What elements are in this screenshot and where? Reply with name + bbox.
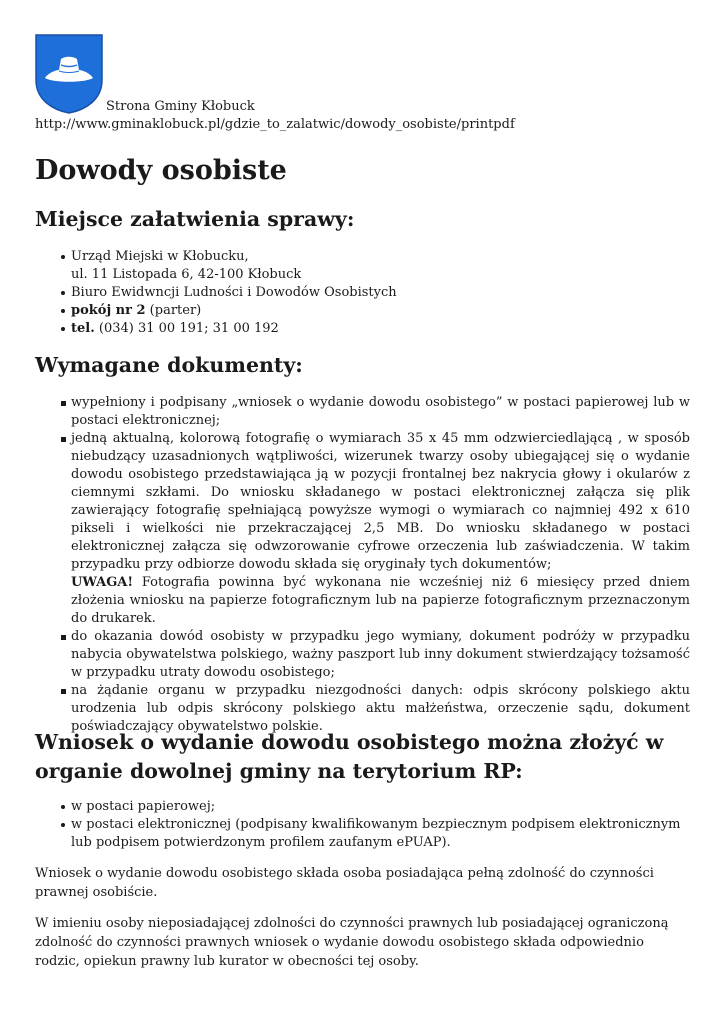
list-item: w postaci papierowej; [35,798,690,816]
room-note: (parter) [145,303,202,318]
documents-list [35,394,690,736]
office-name: Urząd Miejski w Kłobucku, [71,249,249,264]
list-item: wypełniony i podpisany „wniosek o wydanie dowodu osobistego” w postaci papierowej lub w postaci elektronicznej; [35,394,690,430]
paragraph-representative: W imieniu osoby nieposiadającej zdolności do czynności prawnych lub posiadającej ograniczoną zdolność do czynności prawnych wniosek o wydanie dowodu osobistego składa odpowiednio rodzic, opiekun prawny lub kurator w obecności tej osoby. [35,916,669,969]
list-item: do okazania dowód osobisty w przypadku jego wymiany, dokument podróży w przypadku nabycia obywatelstwa polskiego, ważny paszport lub inny dokument stwierdzający tożsamość w przypadku utraty dowodu osobistego; [35,628,690,682]
page-title: Dowody osobiste [35,155,287,186]
tel-value: (034) 31 00 191; 31 00 192 [94,321,279,336]
list-item: w postaci elektronicznej (podpisany kwalifikowanym bezpiecznym podpisem elektronicznym lub podpisem potwierdzonym profilem zaufanym ePUAP). [35,816,690,852]
section-heading-application: Wniosek o wydanie dowodu osobistego można złożyć w organie dowolnej gminy na terytorium RP: [35,730,664,783]
page-url[interactable]: http://www.gminaklobuck.pl/gdzie_to_zalatwic/dowody_osobiste/printpdf [35,117,515,132]
list-item: na żądanie organu w przypadku niezgodności danych: odpis skrócony polskiego aktu urodzenia lub odpis skrócony polskiego aktu małżeństwa, orzeczenie sądu, dokument poświadczający obywatelstwo polskie. [35,682,690,736]
page-header [35,34,690,134]
section-heading-place: Miejsce załatwienia sprawy: [35,207,355,231]
room-label: pokój nr 2 [71,303,146,318]
paragraph-capacity: Wniosek o wydanie dowodu osobistego składa osoba posiadająca pełną zdolność do czynności prawnej osobiście. [35,866,654,900]
application-list [35,798,690,852]
tel-label: tel. [71,321,95,336]
section-heading-documents: Wymagane dokumenty: [35,353,303,377]
page-content [35,34,690,969]
office-address: ul. 11 Listopada 6, 42-100 Kłobuck [71,267,302,282]
warning-label: UWAGA! [71,575,134,590]
photo-requirements: jedną aktualną, kolorową fotografię o wymiarach 35 x 45 mm odzwierciedlającą , w sposób niebudzący uzasadnionych wątpliwości, wizerunek twarzy osoby ubiegającej się o wydanie dowodu osobistego przedstawiająca ją w pozycji frontalnej bez nakrycia głowy i okularów z ciemnymi szkłami. Do wniosku składanego w postaci elektronicznej załącza się plik zawierający fotografię spełniającą powyższe wymogi o wymiarach co najmniej 492 x 610 pikseli i wielkości nie przekraczającej 2,5 MB. Do wniosku składanego w postaci elektronicznej załącza się odwzorowanie cyfrowe orzeczenia lub zaświadczenia. W takim przypadku przy odbiorze dowodu składa się oryginały tych dokumentów; [71,431,690,572]
list-item [35,430,690,628]
list-item [35,320,690,338]
warning-text: Fotografia powinna być wykonana nie wcześniej niż 6 miesięcy przed dniem złożenia wniosku na papierze fotograficznym lub na papierze fotograficznym przeznaczonym do drukarek. [71,575,690,626]
site-name: Strona Gminy Kłobuck [106,99,255,114]
list-item [35,248,690,284]
coat-of-arms-icon [35,34,103,114]
list-item [35,302,690,320]
place-list [35,248,690,338]
list-item: Biuro Ewidwncji Ludności i Dowodów Osobistych [35,284,690,302]
